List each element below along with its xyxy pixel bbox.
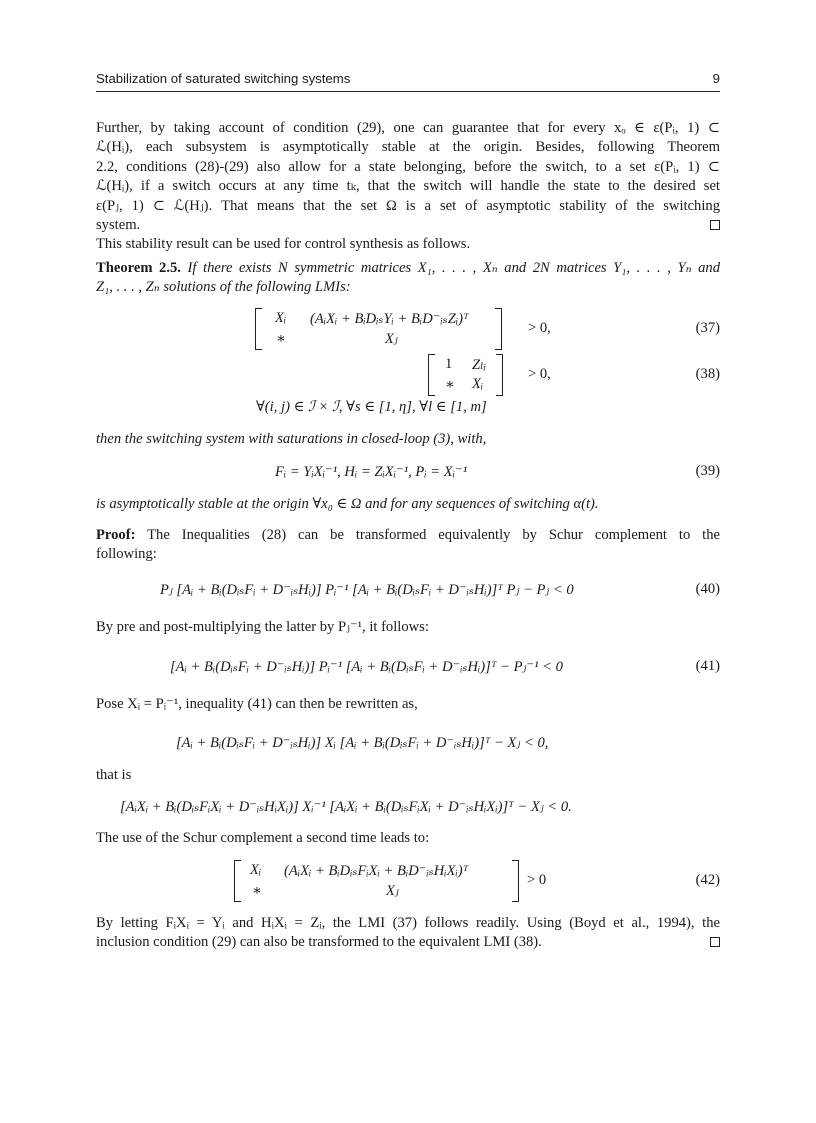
- equation-40: Pⱼ [Aᵢ + Bᵢ(DᵢₛFᵢ + D⁻ᵢₛHᵢ)] Pᵢ⁻¹ [Aᵢ + Bᵢ(DᵢₛFᵢ + D⁻ᵢₛHᵢ)]ᵀ Pⱼ − Pⱼ < 0: [160, 582, 574, 598]
- matrix-cell: Xⱼ: [386, 883, 399, 899]
- bracket-left: [255, 308, 262, 350]
- matrix-cell: 1: [445, 356, 453, 372]
- equation-number-37: (37): [695, 320, 720, 336]
- text-line-last: system.: [96, 216, 720, 235]
- equation-39: Fᵢ = YᵢXᵢ⁻¹, Hᵢ = ZᵢXᵢ⁻¹, Pᵢ = Xᵢ⁻¹: [275, 464, 468, 480]
- text-line: By letting FᵢXᵢ = Yᵢ and HᵢXᵢ = Zᵢ, the LMI (37) follows readily. Using (Boyd et al., 1994), the: [96, 915, 720, 931]
- page-number: 9: [712, 71, 720, 86]
- matrix-cell: ∗: [276, 331, 286, 347]
- qed-symbol: [710, 937, 720, 947]
- paragraph-control-synthesis: This stability result can be used for control synthesis as follows.: [96, 236, 471, 253]
- text-line: Further, by taking account of condition (29), one can guarantee that for every xₒ ∈ ε(Pᵢ, 1) ⊂: [96, 120, 720, 136]
- lmi-matrix-37: [255, 308, 515, 348]
- proof-label: Proof:: [96, 527, 136, 543]
- lmi-matrix-38: [428, 354, 518, 394]
- text-line: 2.2, conditions (28)-(29) also allow for a state belonging, before the switch, to a set ε(Pᵢ, 1) ⊂: [96, 158, 720, 175]
- text-schur-second: The use of the Schur complement a second time leads to:: [96, 830, 430, 846]
- matrix-cell: Xᵢ: [472, 376, 484, 392]
- equation-number-42: (42): [695, 872, 720, 888]
- quantifier-line: ∀(i, j) ∈ ℐ × ℐ, ∀s ∈ [1, η], ∀l ∈ [1, m]: [256, 399, 487, 415]
- bracket-left: [428, 354, 435, 396]
- paragraph-stability-argument: [96, 119, 720, 255]
- text-pre-post-multiply: By pre and post-multiplying the latter by Pⱼ⁻¹, it follows:: [96, 619, 429, 635]
- relation-38: > 0,: [528, 366, 551, 382]
- bracket-left: [234, 860, 241, 902]
- matrix-cell: ∗: [445, 377, 455, 393]
- text-that-is: that is: [96, 767, 132, 783]
- equation-rewritten: [Aᵢ + Bᵢ(DᵢₛFᵢ + D⁻ᵢₛHᵢ)] Xᵢ [Aᵢ + Bᵢ(DᵢₛFᵢ + D⁻ᵢₛHᵢ)]ᵀ − Xⱼ < 0,: [176, 735, 549, 751]
- qed-symbol: [710, 220, 720, 230]
- bracket-right: [496, 354, 503, 396]
- theorem-label: Theorem 2.5.: [96, 260, 181, 276]
- proof-line: Proof: The Inequalities (28) can be transformed equivalently by Schur complement to the: [96, 527, 721, 543]
- running-header: [96, 71, 720, 89]
- text-line: ℒ(Hᵢ), if a switch occurs at any time tₖ, that the switch will handle the state to the desired set: [96, 178, 720, 195]
- relation-42: > 0: [527, 872, 547, 888]
- lmi-matrix-42: [234, 860, 524, 900]
- equation-number-40: (40): [695, 581, 720, 597]
- running-title: Stabilization of saturated switching systems: [96, 71, 351, 86]
- matrix-cell: Xᵢ: [275, 310, 287, 326]
- proof-line: following:: [96, 546, 157, 563]
- theorem-statement: [96, 259, 720, 298]
- theorem-conclusion: is asymptotically stable at the origin ∀x₀ ∈ Ω and for any sequences of switching α(t).: [96, 496, 599, 512]
- proof-conclusion: [96, 914, 720, 953]
- equation-number-38: (38): [695, 366, 720, 382]
- equation-41: [Aᵢ + Bᵢ(DᵢₛFᵢ + D⁻ᵢₛHᵢ)] Pᵢ⁻¹ [Aᵢ + Bᵢ(DᵢₛFᵢ + D⁻ᵢₛHᵢ)]ᵀ − Pⱼ⁻¹ < 0: [170, 659, 563, 675]
- theorem-line: Theorem 2.5. If there exists N symmetric matrices X₁, . . . , Xₙ and 2N matrices Y₁, . . . , Yₙ and: [96, 260, 720, 276]
- matrix-cell: ∗: [252, 883, 262, 899]
- relation-37: > 0,: [528, 320, 551, 336]
- bracket-right: [495, 308, 502, 350]
- bracket-right: [512, 860, 519, 902]
- proof-intro: [96, 526, 720, 565]
- equation-number-39: (39): [695, 463, 720, 479]
- header-rule: [96, 91, 720, 92]
- theorem-continuation: then the switching system with saturations in closed-loop (3), with,: [96, 431, 487, 447]
- text-pose: Pose Xᵢ = Pᵢ⁻¹, inequality (41) can then be rewritten as,: [96, 696, 418, 712]
- equation-expanded: [AᵢXᵢ + Bᵢ(DᵢₛFᵢXᵢ + D⁻ᵢₛHᵢXᵢ)] Xᵢ⁻¹ [AᵢXᵢ + Bᵢ(DᵢₛFᵢXᵢ + D⁻ᵢₛHᵢXᵢ)]ᵀ − Xⱼ < 0.: [120, 799, 572, 815]
- theorem-line: Z₁, . . . , Zₙ solutions of the following LMIs:: [96, 279, 351, 296]
- matrix-cell: (AᵢXᵢ + BᵢDᵢₛYᵢ + BᵢD⁻ᵢₛZᵢ)ᵀ: [310, 311, 469, 327]
- matrix-cell: Zₗᵢ: [472, 357, 486, 373]
- text-line-last: inclusion condition (29) can also be transformed to the equivalent LMI (38).: [96, 933, 720, 952]
- equation-number-41: (41): [695, 658, 720, 674]
- matrix-cell: (AᵢXᵢ + BᵢDᵢₛFᵢXᵢ + BᵢD⁻ᵢₛHᵢXᵢ)ᵀ: [284, 863, 469, 879]
- text-line: ε(Pⱼ, 1) ⊂ ℒ(Hⱼ). That means that the set Ω is a set of asymptotic stability of the switching: [96, 197, 720, 214]
- text-line: ℒ(Hᵢ), each subsystem is asymptotically stable at the origin. Besides, following Theorem: [96, 139, 720, 156]
- matrix-cell: Xᵢ: [250, 862, 262, 878]
- matrix-cell: Xⱼ: [385, 331, 398, 347]
